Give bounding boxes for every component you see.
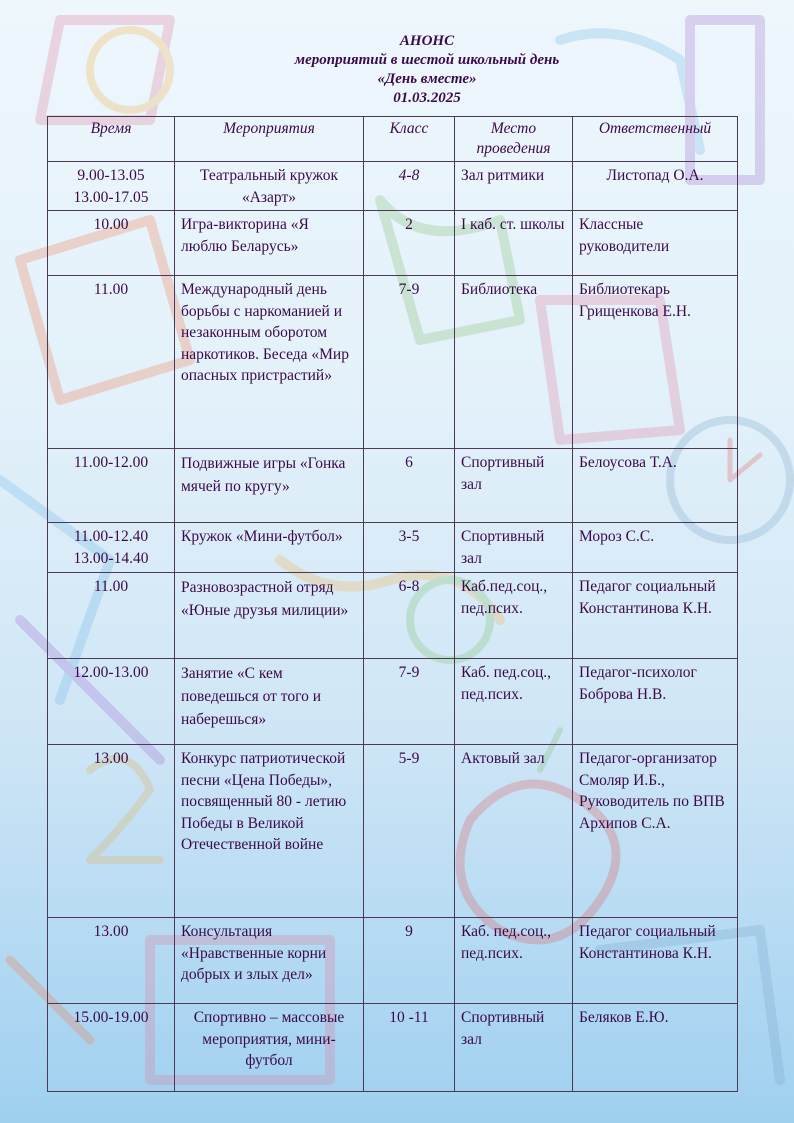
table-row: [48, 449, 738, 523]
table-header-row: [48, 117, 738, 162]
event-cell: Кружок «Мини-футбол»: [175, 523, 364, 573]
column-header-event: Мероприятия: [175, 117, 364, 162]
time-value: 13.00: [93, 750, 129, 767]
table-row: [48, 523, 738, 573]
responsible-cell: Листопад О.А.: [573, 162, 738, 211]
responsible-cell: Библиотекарь Грищенкова Е.Н.: [573, 276, 738, 449]
table-row: [48, 573, 738, 659]
place-cell: Каб. пед.соц., пед.псих.: [455, 659, 573, 745]
class-cell: 3-5: [364, 523, 455, 573]
place-cell: I каб. ст. школы: [455, 211, 573, 276]
time-cell: [48, 918, 175, 1004]
event-cell: Разновозрастной отряд «Юные друзья милиции»: [175, 573, 364, 659]
place-cell: Спортивный зал: [455, 1004, 573, 1092]
event-cell: Театральный кружок «Азарт»: [175, 162, 364, 211]
responsible-cell: Классные руководители: [573, 211, 738, 276]
time-cell: [48, 1004, 175, 1092]
page-title: АНОНС: [399, 33, 455, 49]
table-row: [48, 276, 738, 449]
time-cell: [48, 573, 175, 659]
event-cell: Спортивно – массовые мероприятия, мини-футбол: [175, 1004, 364, 1092]
class-cell: 4-8: [364, 162, 455, 211]
column-header-place: Место проведения: [455, 117, 573, 162]
time-cell: [48, 745, 175, 918]
time-value: 11.00: [93, 578, 129, 595]
time-value: 13.00: [93, 923, 129, 940]
event-cell: Занятие «С кем поведешься от того и наберешься»: [175, 659, 364, 745]
class-cell: 5-9: [364, 745, 455, 918]
class-cell: 2: [364, 211, 455, 276]
time-cell: [48, 162, 175, 211]
responsible-cell: Педагог социальный Константинова К.Н.: [573, 918, 738, 1004]
class-cell: 6-8: [364, 573, 455, 659]
table-row: [48, 162, 738, 211]
time-value: 15.00-19.00: [73, 1009, 149, 1026]
time-value: 13.00-17.05: [73, 188, 149, 206]
class-cell: 7-9: [364, 659, 455, 745]
place-cell: Спортивный зал: [455, 523, 573, 573]
column-header-responsible: Ответственный: [573, 117, 738, 162]
place-cell: Каб.пед.соц., пед.псих.: [455, 573, 573, 659]
table-row: [48, 659, 738, 745]
responsible-cell: Педагог-организатор Смоляр И.Б., Руководитель по ВПВ Архипов С.А.: [573, 745, 738, 918]
place-cell: Спортивный зал: [455, 449, 573, 523]
time-cell: [48, 523, 175, 573]
table-row: [48, 918, 738, 1004]
class-cell: 9: [364, 918, 455, 1004]
events-table: [47, 116, 738, 1092]
place-cell: Библиотека: [455, 276, 573, 449]
time-cell: [48, 449, 175, 523]
responsible-cell: Мороз С.С.: [573, 523, 738, 573]
time-value: 11.00: [93, 281, 129, 298]
responsible-cell: Педагог социальный Константинова К.Н.: [573, 573, 738, 659]
event-cell: Международный день борьбы с наркоманией и незаконным оборотом наркотиков. Беседа «Мир опасных пристрастий»: [175, 276, 364, 449]
time-value: 10.00: [93, 216, 129, 233]
table-row: [48, 745, 738, 918]
subtitle-events: мероприятий в шестой школьный день: [294, 52, 560, 68]
time-value: 12.00-13.00: [73, 664, 149, 681]
responsible-cell: Педагог-психолог Боброва Н.В.: [573, 659, 738, 745]
time-cell: [48, 211, 175, 276]
responsible-cell: Беляков Е.Ю.: [573, 1004, 738, 1092]
event-cell: Игра-викторина «Я люблю Беларусь»: [175, 211, 364, 276]
column-header-class: Класс: [364, 117, 455, 162]
event-cell: Конкурс патриотической песни «Цена Победы», посвященный 80 - летию Победы в Великой Отечественной войне: [175, 745, 364, 918]
time-value: 13.00-14.40: [73, 549, 149, 567]
event-cell: Подвижные игры «Гонка мячей по кругу»: [175, 449, 364, 523]
class-cell: 7-9: [364, 276, 455, 449]
place-cell: Каб. пед.соц., пед.псих.: [455, 918, 573, 1004]
time-value: 11.00-12.00: [73, 454, 149, 471]
column-header-time: Время: [48, 117, 175, 162]
time-cell: [48, 659, 175, 745]
event-cell: Консультация «Нравственные корни добрых и злых дел»: [175, 918, 364, 1004]
place-cell: Актовый зал: [455, 745, 573, 918]
table-row: [48, 211, 738, 276]
class-cell: 10 -11: [364, 1004, 455, 1092]
responsible-cell: Белоусова Т.А.: [573, 449, 738, 523]
time-value: 9.00-13.05: [77, 167, 145, 184]
subtitle-day-name: «День вместе»: [377, 71, 477, 87]
place-cell: Зал ритмики: [455, 162, 573, 211]
event-date: 01.03.2025: [393, 90, 461, 106]
announcement-header: [0, 32, 794, 108]
time-value: 11.00-12.40: [73, 528, 149, 545]
table-row: [48, 1004, 738, 1092]
time-cell: [48, 276, 175, 449]
class-cell: 6: [364, 449, 455, 523]
